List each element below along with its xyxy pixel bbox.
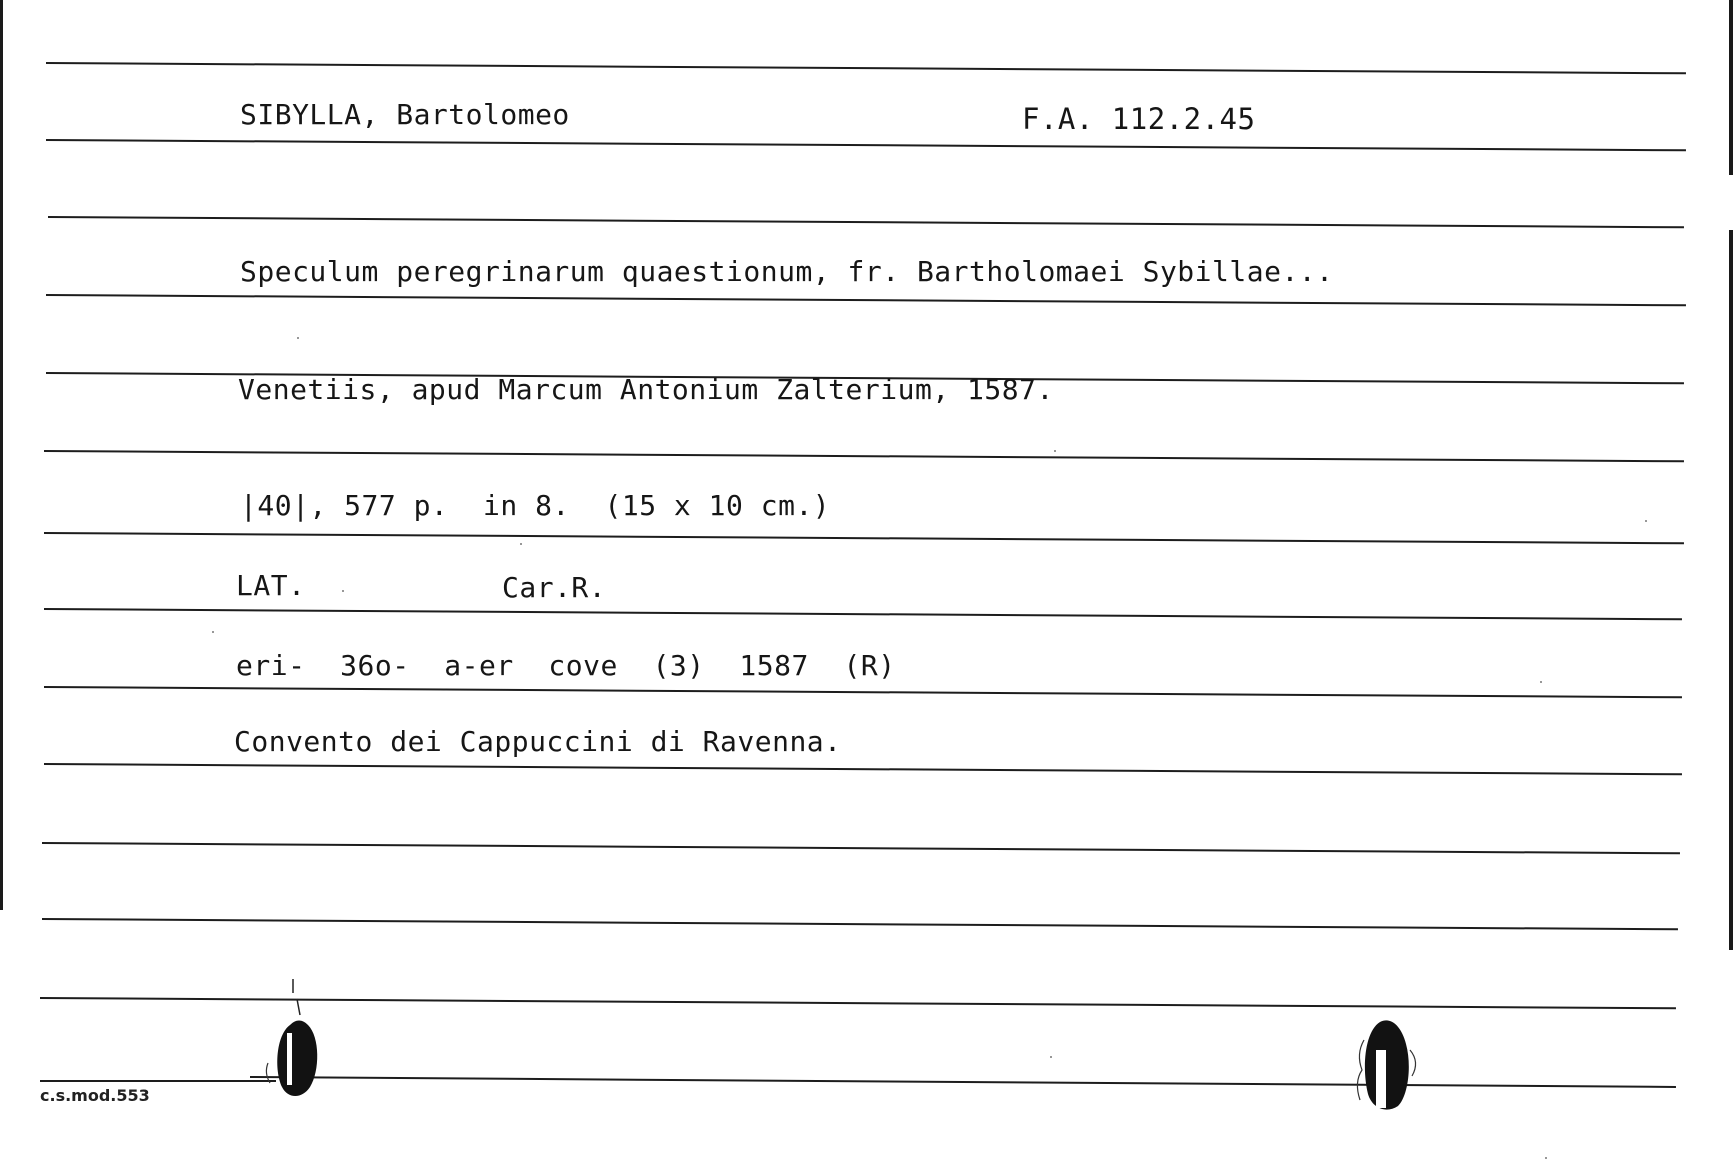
ruled-line (42, 918, 1678, 930)
speck (1645, 520, 1647, 522)
speck (297, 337, 299, 339)
ruled-line (44, 686, 1682, 698)
type-code: Car.R. (502, 571, 607, 604)
ruled-line (44, 763, 1682, 775)
ruled-line (44, 608, 1682, 620)
ruled-line (44, 450, 1684, 462)
speck (1050, 1056, 1052, 1058)
speck (1054, 450, 1056, 452)
ruled-line (42, 842, 1680, 854)
author-heading: SIBYLLA, Bartolomeo (240, 98, 570, 131)
card-right-edge (1729, 0, 1733, 175)
speck (1545, 1157, 1547, 1159)
card-left-edge (0, 0, 3, 910)
ruled-line (48, 216, 1684, 228)
form-code: c.s.mod.553 (40, 1086, 150, 1105)
ruled-line (250, 1076, 1676, 1088)
collation-line: |40|, 577 p. in 8. (15 x 10 cm.) (240, 489, 831, 522)
ruled-line (40, 1080, 276, 1082)
title-line: Speculum peregrinarum quaestionum, fr. Bartholomaei Sybillae... (240, 255, 1334, 288)
punch-hole-left (258, 975, 338, 1125)
shelfmark: F.A. 112.2.45 (1022, 102, 1256, 136)
ruled-line (46, 139, 1686, 151)
language-code: LAT. (236, 569, 306, 602)
speck (342, 590, 344, 592)
provenance-line: Convento dei Cappuccini di Ravenna. (234, 725, 842, 758)
imprint-line: Venetiis, apud Marcum Antonium Zalterium, 1587. (238, 373, 1054, 406)
ruled-line (46, 294, 1686, 306)
fingerprint-line: eri- 36o- a-er cove (3) 1587 (R) (236, 649, 896, 682)
punch-hole-right (1350, 1010, 1430, 1130)
ruled-line (46, 62, 1686, 74)
speck (212, 631, 214, 633)
speck (1540, 681, 1542, 683)
ruled-line (44, 532, 1684, 544)
card-right-edge (1729, 230, 1733, 950)
speck (520, 543, 522, 545)
